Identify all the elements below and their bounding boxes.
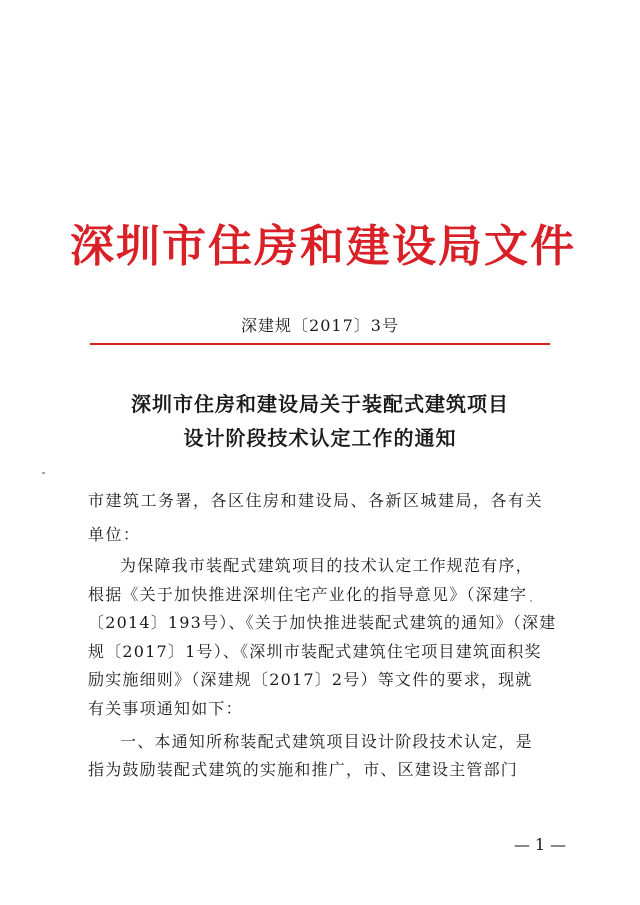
body-paragraph-line: 一、本通知所称装配式建筑项目设计阶段技术认定，是: [120, 731, 533, 751]
page-number: — 1 —: [513, 835, 567, 854]
body-paragraph-line: 指为鼓励装配式建筑的实施和推广，市、区建设主管部门: [88, 760, 519, 780]
body-paragraph-line: 有关事项通知如下：: [88, 698, 243, 718]
scan-speck: [42, 472, 45, 474]
body-text: [88, 552, 568, 785]
body-paragraph-line: 为保障我市装配式建筑项目的技术认定工作规范有序，: [120, 556, 533, 575]
addressee-line-1: 市建筑工务署，各区住房和建设局、各新区城建局，各有关: [88, 491, 544, 510]
addressee-line-2: 单位：: [88, 525, 141, 544]
body-paragraph-line: 〔2014〕193号）、《关于加快推进装配式建筑的通知》（深建: [88, 613, 557, 633]
notice-title-line-2: 设计阶段技术认定工作的通知: [183, 426, 457, 450]
scan-speck: [530, 600, 532, 602]
notice-title: [70, 387, 570, 455]
org-header-title: 深圳市住房和建设局文件: [70, 221, 576, 272]
red-divider-line: [90, 343, 550, 345]
notice-title-line-1: 深圳市住房和建设局关于装配式建筑项目: [131, 392, 509, 416]
addressee-block: [88, 484, 568, 552]
body-paragraph-line: 规〔2017〕1号）、《深圳市装配式建筑住宅项目建筑面积奖: [88, 641, 542, 661]
body-paragraph-line: 根据《关于加快推进深圳住宅产业化的指导意见》（深建字: [88, 584, 528, 604]
body-paragraph-line: 励实施细则》（深建规〔2017〕2号）等文件的要求，现就: [88, 670, 533, 690]
document-number: 深建规〔2017〕3号: [241, 316, 399, 335]
